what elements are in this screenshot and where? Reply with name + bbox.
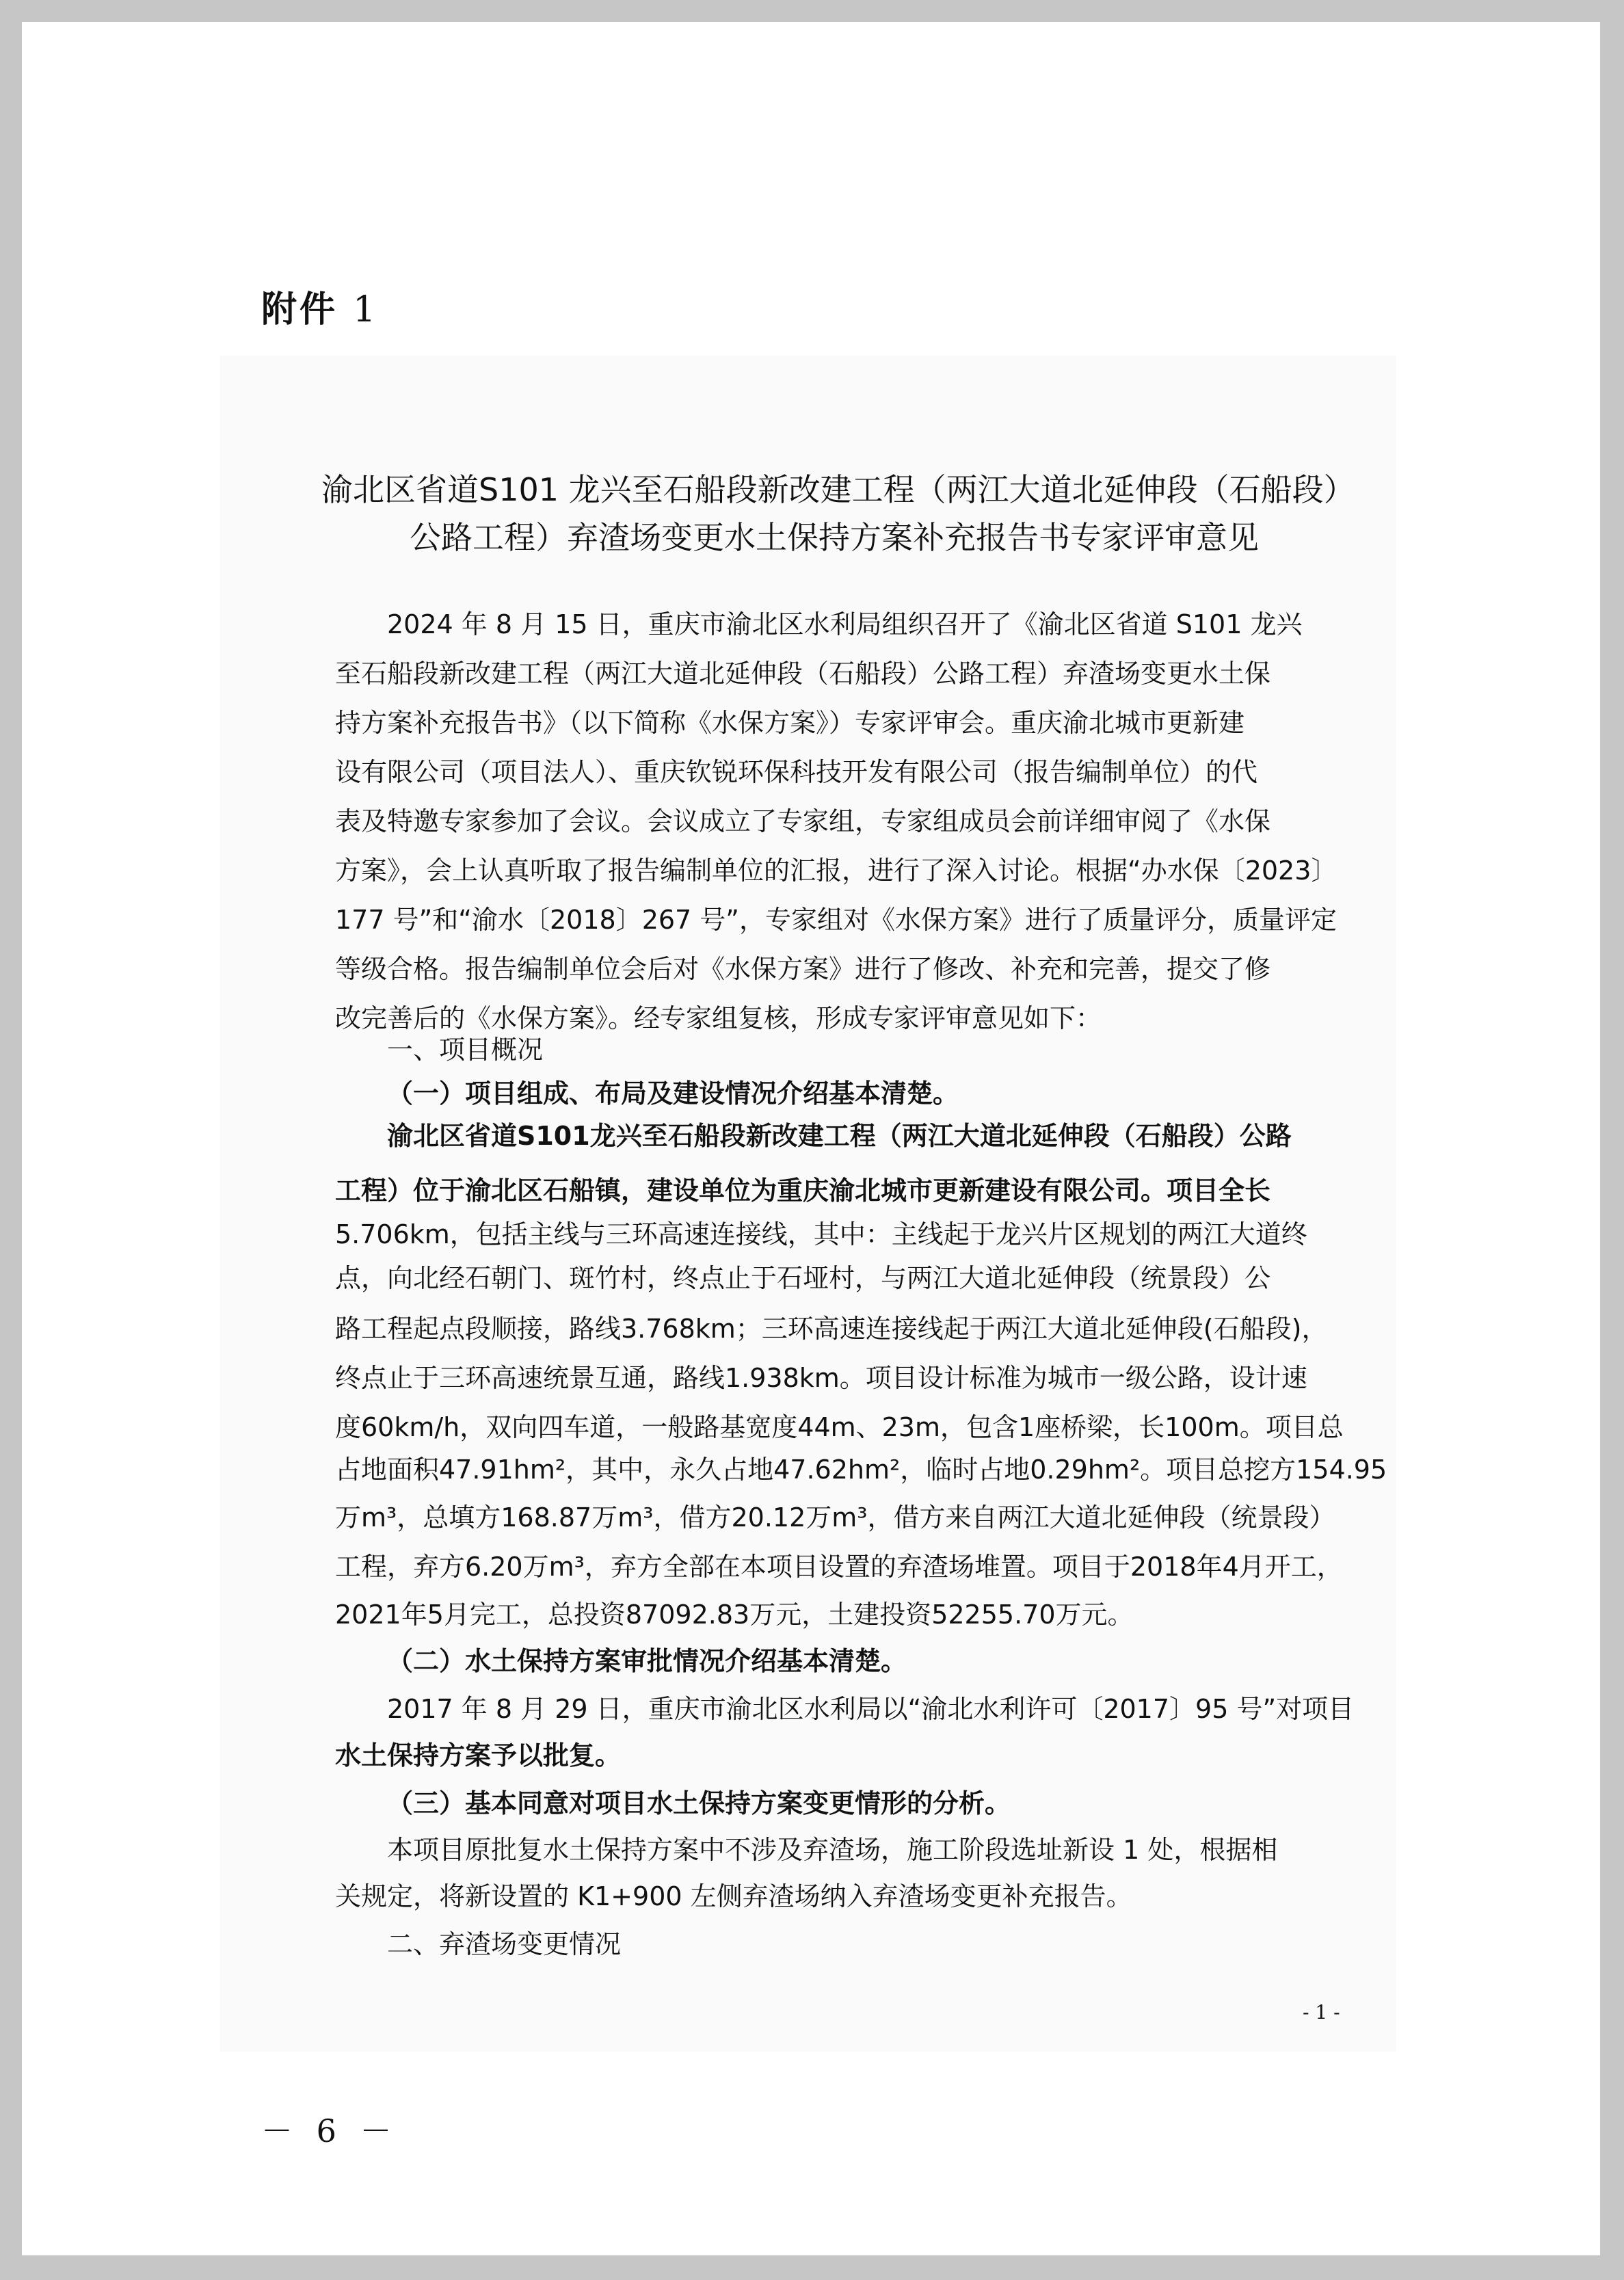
body-line: 2024 年 8 月 15 日，重庆市渝北区水利局组织召开了《渝北区省道 S101 龙兴 [387,609,1303,639]
body-line: 点，向北经石朝门、斑竹村，终点止于石垭村，与两江大道北延伸段（统景段）公 [335,1263,1271,1293]
body-line: 路工程起点段顺接，路线3.768km；三环高速连接线起于两江大道北延伸段(石船段)， [335,1314,1328,1344]
body-line: 水土保持方案予以批复。 [335,1740,622,1771]
body-line: 本项目原批复水土保持方案中不涉及弃渣场，施工阶段选址新设 1 处，根据相 [387,1835,1278,1865]
body-line: 终点止于三环高速统景互通，路线1.938km。项目设计标准为城市一级公路，设计速 [335,1363,1307,1393]
body-line: 渝北区省道S101龙兴至石船段新改建工程（两江大道北延伸段（石船段）公路 [387,1121,1292,1151]
subsection-heading: （一）项目组成、布局及建设情况介绍基本清楚。 [387,1078,959,1109]
body-line: 表及特邀专家参加了会议。会议成立了专家组，专家组成员会前详细审阅了《水保 [335,806,1271,836]
body-line: 方案》，会上认真听取了报告编制单位的汇报，进行了深入讨论。根据“办水保〔2023〕 [335,856,1337,886]
body-line: 设有限公司（项目法人）、重庆钦锐环保科技开发有限公司（报告编制单位）的代 [335,757,1258,787]
body-line: 2017 年 8 月 29 日，重庆市渝北区水利局以“渝北水利许可〔2017〕95 号”对项目 [387,1694,1355,1724]
page-number: － 6 － [261,2112,399,2149]
section-heading: 二、弃渣场变更情况 [387,1929,622,1959]
subsection-heading: （二）水土保持方案审批情况介绍基本清楚。 [387,1646,907,1676]
attachment-label: 附件 [261,289,338,330]
attachment-number: 1 [353,289,379,330]
body-line: 2021年5月完工，总投资87092.83万元，土建投资52255.70万元。 [335,1600,1134,1630]
subsection-heading: （三）基本同意对项目水土保持方案变更情形的分析。 [387,1788,1011,1818]
section-heading: 一、项目概况 [387,1035,544,1065]
body-line: 至石船段新改建工程（两江大道北延伸段（石船段）公路工程）弃渣场变更水土保 [335,659,1271,689]
body-line: 177 号”和“渝水〔2018〕267 号”，专家组对《水保方案》进行了质量评分，质量评定 [335,905,1337,935]
attachment-heading [261,280,378,332]
body-line: 工程，弃方6.20万m³，弃方全部在本项目设置的弃渣场堆置。项目于2018年4月开工， [335,1552,1343,1582]
body-line: 5.706km，包括主线与三环高速连接线，其中：主线起于龙兴片区规划的两江大道终 [335,1219,1307,1249]
body-line: 万m³，总填方168.87万m³，借方20.12万m³，借方来自两江大道北延伸段（统景段） [335,1502,1335,1533]
document-title-line-1: 渝北区省道S101 龙兴至石船段新改建工程（两江大道北延伸段（石船段） [321,471,1355,508]
scan-page-number: - 1 - [1303,2001,1340,2024]
body-line: 关规定，将新设置的 K1+900 左侧弃渣场纳入弃渣场变更补充报告。 [335,1881,1132,1911]
document-title-line-2: 公路工程）弃渣场变更水土保持方案补充报告书专家评审意见 [410,519,1259,556]
body-line: 度60km/h，双向四车道，一般路基宽度44m、23m，包含1座桥梁，长100m。项目总 [335,1412,1344,1442]
body-line: 工程）位于渝北区石船镇，建设单位为重庆渝北城市更新建设有限公司。项目全长 [335,1176,1271,1206]
body-line: 持方案补充报告书》（以下简称《水保方案》）专家评审会。重庆渝北城市更新建 [335,708,1245,738]
body-line: 改完善后的《水保方案》。经专家组复核，形成专家评审意见如下： [335,1003,1102,1033]
body-line: 占地面积47.91hm²，其中，永久占地47.62hm²，临时占地0.29hm²。项目总挖方154.95 [335,1455,1387,1485]
body-line: 等级合格。报告编制单位会后对《水保方案》进行了修改、补充和完善，提交了修 [335,954,1271,984]
